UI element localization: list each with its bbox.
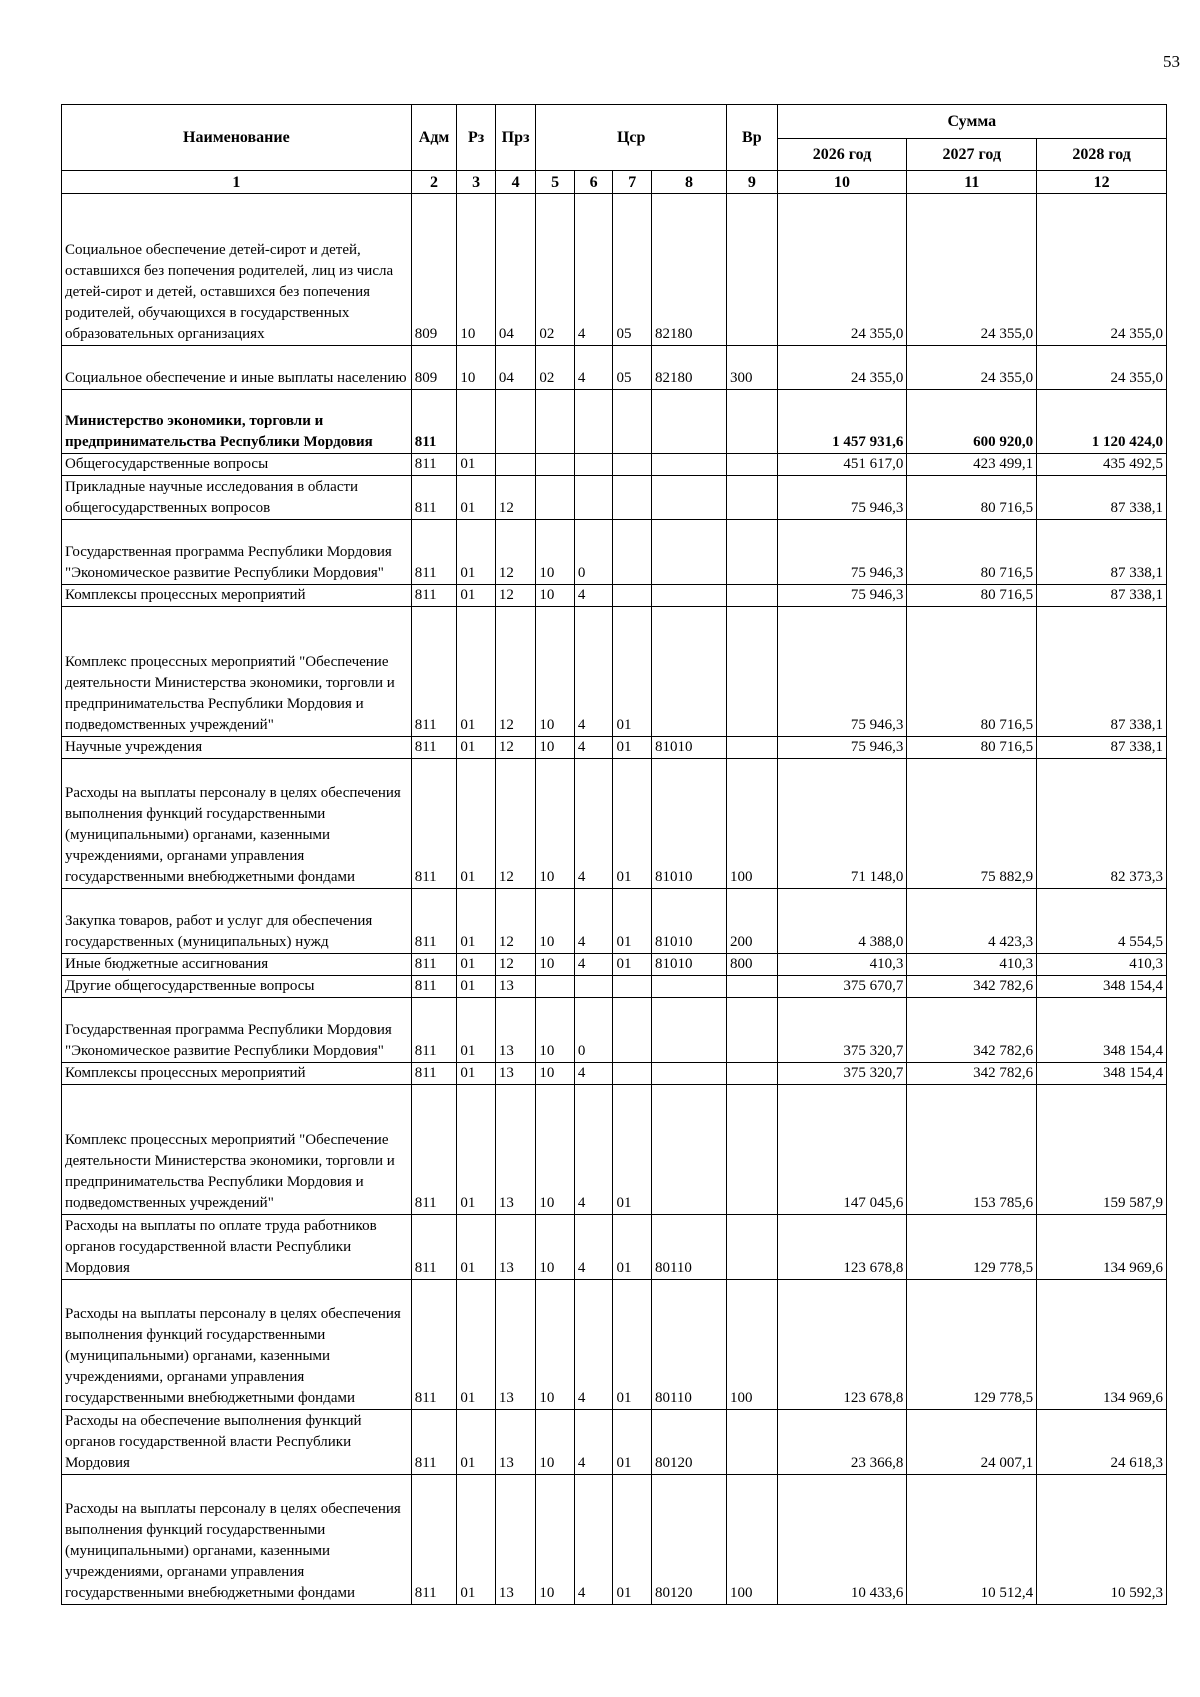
table-row xyxy=(62,607,1167,737)
row-adm: 809 xyxy=(411,346,457,390)
row-csr-5 xyxy=(536,390,575,454)
table-row xyxy=(62,759,1167,889)
row-sum-2027: 80 716,5 xyxy=(907,520,1037,585)
column-number: 9 xyxy=(726,171,777,194)
row-rz: 01 xyxy=(457,954,496,976)
header-prz: Прз xyxy=(495,105,536,171)
row-csr-8: 82180 xyxy=(651,194,726,346)
row-vr xyxy=(726,1085,777,1215)
table-row xyxy=(62,1410,1167,1475)
row-csr-8 xyxy=(651,476,726,520)
row-adm: 811 xyxy=(411,889,457,954)
row-rz: 01 xyxy=(457,998,496,1063)
row-sum-2028: 159 587,9 xyxy=(1037,1085,1167,1215)
row-vr xyxy=(726,476,777,520)
row-sum-2027: 24 007,1 xyxy=(907,1410,1037,1475)
row-csr-7: 01 xyxy=(613,1215,652,1280)
row-vr: 300 xyxy=(726,346,777,390)
row-sum-2026: 410,3 xyxy=(777,954,907,976)
row-name: Комплекс процессных мероприятий "Обеспечение деятельности Министерства экономики, торговли и предпринимательства Республики Мордовия и подведомственных учреждений" xyxy=(62,1085,412,1215)
row-vr: 100 xyxy=(726,1475,777,1605)
row-adm: 811 xyxy=(411,954,457,976)
row-sum-2026: 75 946,3 xyxy=(777,520,907,585)
row-rz: 01 xyxy=(457,976,496,998)
row-csr-5: 10 xyxy=(536,1280,575,1410)
row-csr-7 xyxy=(613,454,652,476)
row-prz: 13 xyxy=(495,976,536,998)
row-sum-2027: 342 782,6 xyxy=(907,976,1037,998)
row-prz: 12 xyxy=(495,954,536,976)
row-sum-2026: 75 946,3 xyxy=(777,607,907,737)
row-adm: 811 xyxy=(411,476,457,520)
row-sum-2028: 435 492,5 xyxy=(1037,454,1167,476)
row-prz: 13 xyxy=(495,1063,536,1085)
row-name: Общегосударственные вопросы xyxy=(62,454,412,476)
row-adm: 811 xyxy=(411,976,457,998)
row-sum-2026: 75 946,3 xyxy=(777,476,907,520)
row-csr-8 xyxy=(651,976,726,998)
row-csr-6 xyxy=(574,476,613,520)
row-csr-8: 81010 xyxy=(651,889,726,954)
row-csr-7: 01 xyxy=(613,607,652,737)
row-csr-7 xyxy=(613,476,652,520)
table-row xyxy=(62,585,1167,607)
header-year-2028: 2028 год xyxy=(1037,139,1167,171)
row-csr-8 xyxy=(651,1085,726,1215)
row-name: Закупка товаров, работ и услуг для обеспечения государственных (муниципальных) нужд xyxy=(62,889,412,954)
row-csr-6: 4 xyxy=(574,1475,613,1605)
table-row xyxy=(62,998,1167,1063)
row-csr-7: 01 xyxy=(613,737,652,759)
row-rz: 01 xyxy=(457,889,496,954)
table-row xyxy=(62,954,1167,976)
row-sum-2028: 82 373,3 xyxy=(1037,759,1167,889)
row-csr-6: 4 xyxy=(574,1063,613,1085)
row-sum-2028: 10 592,3 xyxy=(1037,1475,1167,1605)
row-rz: 01 xyxy=(457,1410,496,1475)
row-csr-6: 4 xyxy=(574,1410,613,1475)
row-vr xyxy=(726,976,777,998)
row-csr-5: 10 xyxy=(536,889,575,954)
row-csr-7 xyxy=(613,976,652,998)
row-prz xyxy=(495,454,536,476)
row-rz: 01 xyxy=(457,454,496,476)
row-sum-2027: 600 920,0 xyxy=(907,390,1037,454)
row-sum-2028: 134 969,6 xyxy=(1037,1280,1167,1410)
row-sum-2026: 123 678,8 xyxy=(777,1215,907,1280)
row-sum-2028: 348 154,4 xyxy=(1037,1063,1167,1085)
row-sum-2026: 24 355,0 xyxy=(777,194,907,346)
row-name: Расходы на выплаты по оплате труда работников органов государственной власти Республики Мордовия xyxy=(62,1215,412,1280)
row-sum-2026: 375 320,7 xyxy=(777,998,907,1063)
row-name: Комплекс процессных мероприятий "Обеспечение деятельности Министерства экономики, торговли и предпринимательства Республики Мордовия и подведомственных учреждений" xyxy=(62,607,412,737)
row-sum-2026: 375 320,7 xyxy=(777,1063,907,1085)
row-vr xyxy=(726,1063,777,1085)
column-number: 7 xyxy=(613,171,652,194)
row-vr xyxy=(726,998,777,1063)
table-row xyxy=(62,1280,1167,1410)
row-csr-7 xyxy=(613,585,652,607)
row-prz: 13 xyxy=(495,1475,536,1605)
row-vr: 100 xyxy=(726,759,777,889)
row-csr-5: 02 xyxy=(536,346,575,390)
row-sum-2028: 134 969,6 xyxy=(1037,1215,1167,1280)
table-row xyxy=(62,454,1167,476)
row-csr-5: 10 xyxy=(536,1215,575,1280)
row-rz: 01 xyxy=(457,1475,496,1605)
row-sum-2027: 423 499,1 xyxy=(907,454,1037,476)
row-adm: 811 xyxy=(411,1280,457,1410)
row-csr-5: 10 xyxy=(536,1475,575,1605)
row-csr-8: 80110 xyxy=(651,1215,726,1280)
row-adm: 809 xyxy=(411,194,457,346)
row-csr-7: 01 xyxy=(613,1410,652,1475)
row-sum-2028: 24 355,0 xyxy=(1037,346,1167,390)
row-csr-7 xyxy=(613,1063,652,1085)
row-csr-6: 4 xyxy=(574,346,613,390)
table-row xyxy=(62,346,1167,390)
row-sum-2027: 410,3 xyxy=(907,954,1037,976)
row-adm: 811 xyxy=(411,759,457,889)
row-sum-2026: 1 457 931,6 xyxy=(777,390,907,454)
row-sum-2027: 4 423,3 xyxy=(907,889,1037,954)
row-rz: 01 xyxy=(457,607,496,737)
row-vr xyxy=(726,607,777,737)
header-vr: Вр xyxy=(726,105,777,171)
table-row xyxy=(62,1063,1167,1085)
row-prz: 12 xyxy=(495,607,536,737)
row-sum-2027: 153 785,6 xyxy=(907,1085,1037,1215)
row-adm: 811 xyxy=(411,1475,457,1605)
row-prz: 13 xyxy=(495,1280,536,1410)
row-vr xyxy=(726,1215,777,1280)
row-sum-2026: 10 433,6 xyxy=(777,1475,907,1605)
row-prz: 13 xyxy=(495,1410,536,1475)
row-prz: 12 xyxy=(495,889,536,954)
row-csr-8 xyxy=(651,520,726,585)
row-sum-2027: 80 716,5 xyxy=(907,585,1037,607)
row-csr-7: 01 xyxy=(613,1085,652,1215)
row-name: Государственная программа Республики Мордовия "Экономическое развитие Республики Мордовия" xyxy=(62,520,412,585)
row-sum-2026: 75 946,3 xyxy=(777,737,907,759)
row-csr-6: 4 xyxy=(574,1280,613,1410)
row-adm: 811 xyxy=(411,1085,457,1215)
table-body xyxy=(62,194,1167,1605)
table-row xyxy=(62,737,1167,759)
row-adm: 811 xyxy=(411,1410,457,1475)
row-sum-2028: 87 338,1 xyxy=(1037,585,1167,607)
row-csr-7: 01 xyxy=(613,759,652,889)
row-sum-2026: 123 678,8 xyxy=(777,1280,907,1410)
row-prz: 13 xyxy=(495,1215,536,1280)
row-prz: 12 xyxy=(495,759,536,889)
row-sum-2027: 129 778,5 xyxy=(907,1215,1037,1280)
row-vr xyxy=(726,520,777,585)
row-prz: 04 xyxy=(495,346,536,390)
row-csr-8: 80120 xyxy=(651,1475,726,1605)
row-sum-2026: 75 946,3 xyxy=(777,585,907,607)
row-csr-6: 4 xyxy=(574,954,613,976)
row-csr-6: 4 xyxy=(574,759,613,889)
row-sum-2027: 342 782,6 xyxy=(907,1063,1037,1085)
row-rz: 01 xyxy=(457,585,496,607)
column-number: 2 xyxy=(411,171,457,194)
row-name: Министерство экономики, торговли и предпринимательства Республики Мордовия xyxy=(62,390,412,454)
row-sum-2028: 4 554,5 xyxy=(1037,889,1167,954)
row-vr: 100 xyxy=(726,1280,777,1410)
row-rz: 01 xyxy=(457,476,496,520)
row-rz: 10 xyxy=(457,194,496,346)
row-adm: 811 xyxy=(411,1215,457,1280)
row-csr-7: 05 xyxy=(613,346,652,390)
row-csr-8: 82180 xyxy=(651,346,726,390)
row-csr-6 xyxy=(574,390,613,454)
row-csr-8: 81010 xyxy=(651,759,726,889)
row-name: Расходы на выплаты персоналу в целях обеспечения выполнения функций государственными (муниципальными) органами, казенными учреждениями, органами управления государственными внебюджетными фондами xyxy=(62,1280,412,1410)
row-csr-8 xyxy=(651,390,726,454)
row-csr-6: 4 xyxy=(574,1085,613,1215)
row-csr-5: 02 xyxy=(536,194,575,346)
row-csr-8 xyxy=(651,1063,726,1085)
row-csr-7 xyxy=(613,998,652,1063)
row-csr-7 xyxy=(613,520,652,585)
row-csr-7: 01 xyxy=(613,1475,652,1605)
row-name: Комплексы процессных мероприятий xyxy=(62,585,412,607)
row-csr-8: 81010 xyxy=(651,954,726,976)
row-rz: 01 xyxy=(457,1063,496,1085)
row-csr-6 xyxy=(574,976,613,998)
row-sum-2027: 80 716,5 xyxy=(907,737,1037,759)
column-number: 1 xyxy=(62,171,412,194)
row-sum-2028: 87 338,1 xyxy=(1037,607,1167,737)
row-csr-8 xyxy=(651,607,726,737)
row-sum-2026: 4 388,0 xyxy=(777,889,907,954)
row-sum-2028: 348 154,4 xyxy=(1037,998,1167,1063)
row-adm: 811 xyxy=(411,390,457,454)
header-rz: Рз xyxy=(457,105,496,171)
row-adm: 811 xyxy=(411,1063,457,1085)
column-number: 6 xyxy=(574,171,613,194)
row-csr-5 xyxy=(536,476,575,520)
row-csr-5: 10 xyxy=(536,520,575,585)
row-csr-8 xyxy=(651,454,726,476)
row-csr-6: 0 xyxy=(574,520,613,585)
row-csr-8 xyxy=(651,998,726,1063)
table-row xyxy=(62,390,1167,454)
row-csr-5 xyxy=(536,976,575,998)
page-number: 53 xyxy=(1163,52,1180,71)
row-sum-2028: 87 338,1 xyxy=(1037,520,1167,585)
row-csr-8: 80110 xyxy=(651,1280,726,1410)
row-sum-2027: 129 778,5 xyxy=(907,1280,1037,1410)
row-vr: 800 xyxy=(726,954,777,976)
row-sum-2026: 147 045,6 xyxy=(777,1085,907,1215)
table-row xyxy=(62,520,1167,585)
budget-table xyxy=(61,104,1167,1605)
row-rz: 01 xyxy=(457,520,496,585)
row-sum-2027: 80 716,5 xyxy=(907,476,1037,520)
row-prz: 12 xyxy=(495,585,536,607)
row-sum-2027: 80 716,5 xyxy=(907,607,1037,737)
row-sum-2028: 24 355,0 xyxy=(1037,194,1167,346)
table-row xyxy=(62,476,1167,520)
table-row xyxy=(62,976,1167,998)
row-name: Другие общегосударственные вопросы xyxy=(62,976,412,998)
row-csr-7 xyxy=(613,390,652,454)
row-csr-5: 10 xyxy=(536,954,575,976)
row-csr-5: 10 xyxy=(536,607,575,737)
column-number: 4 xyxy=(495,171,536,194)
row-prz: 12 xyxy=(495,520,536,585)
row-csr-6: 4 xyxy=(574,737,613,759)
row-adm: 811 xyxy=(411,998,457,1063)
table-row xyxy=(62,1475,1167,1605)
row-sum-2028: 1 120 424,0 xyxy=(1037,390,1167,454)
row-csr-8 xyxy=(651,585,726,607)
row-prz: 12 xyxy=(495,476,536,520)
row-prz: 12 xyxy=(495,737,536,759)
row-prz: 13 xyxy=(495,1085,536,1215)
row-csr-5: 10 xyxy=(536,1085,575,1215)
row-csr-8: 81010 xyxy=(651,737,726,759)
table-row xyxy=(62,1215,1167,1280)
row-name: Иные бюджетные ассигнования xyxy=(62,954,412,976)
row-sum-2026: 375 670,7 xyxy=(777,976,907,998)
column-number: 11 xyxy=(907,171,1037,194)
row-name: Комплексы процессных мероприятий xyxy=(62,1063,412,1085)
row-csr-5: 10 xyxy=(536,759,575,889)
row-name: Государственная программа Республики Мордовия "Экономическое развитие Республики Мордовия" xyxy=(62,998,412,1063)
row-csr-7: 01 xyxy=(613,889,652,954)
row-name: Прикладные научные исследования в области общегосударственных вопросов xyxy=(62,476,412,520)
column-number: 8 xyxy=(651,171,726,194)
row-sum-2026: 23 366,8 xyxy=(777,1410,907,1475)
row-rz: 01 xyxy=(457,737,496,759)
row-vr xyxy=(726,737,777,759)
row-csr-6: 4 xyxy=(574,1215,613,1280)
row-sum-2027: 10 512,4 xyxy=(907,1475,1037,1605)
row-csr-6 xyxy=(574,454,613,476)
row-prz: 04 xyxy=(495,194,536,346)
header-name: Наименование xyxy=(62,105,412,171)
row-sum-2028: 87 338,1 xyxy=(1037,737,1167,759)
row-sum-2028: 410,3 xyxy=(1037,954,1167,976)
row-vr: 200 xyxy=(726,889,777,954)
row-name: Расходы на выплаты персоналу в целях обеспечения выполнения функций государственными (муниципальными) органами, казенными учреждениями, органами управления государственными внебюджетными фондами xyxy=(62,759,412,889)
row-csr-5: 10 xyxy=(536,585,575,607)
row-csr-6: 4 xyxy=(574,607,613,737)
row-csr-5 xyxy=(536,454,575,476)
header-year-2026: 2026 год xyxy=(777,139,907,171)
header-csr: Цср xyxy=(536,105,727,171)
row-sum-2026: 24 355,0 xyxy=(777,346,907,390)
row-name: Расходы на выплаты персоналу в целях обеспечения выполнения функций государственными (муниципальными) органами, казенными учреждениями, органами управления государственными внебюджетными фондами xyxy=(62,1475,412,1605)
row-name: Научные учреждения xyxy=(62,737,412,759)
row-adm: 811 xyxy=(411,607,457,737)
row-csr-5: 10 xyxy=(536,998,575,1063)
row-vr xyxy=(726,454,777,476)
table-row xyxy=(62,889,1167,954)
row-csr-8: 80120 xyxy=(651,1410,726,1475)
row-csr-7: 01 xyxy=(613,1280,652,1410)
row-rz: 01 xyxy=(457,1085,496,1215)
table-row xyxy=(62,194,1167,346)
row-name: Социальное обеспечение и иные выплаты населению xyxy=(62,346,412,390)
row-rz: 01 xyxy=(457,1215,496,1280)
header-sum: Сумма xyxy=(777,105,1166,139)
row-adm: 811 xyxy=(411,520,457,585)
column-number: 12 xyxy=(1037,171,1167,194)
row-adm: 811 xyxy=(411,737,457,759)
row-sum-2027: 24 355,0 xyxy=(907,346,1037,390)
row-vr xyxy=(726,1410,777,1475)
row-sum-2028: 24 618,3 xyxy=(1037,1410,1167,1475)
row-sum-2027: 24 355,0 xyxy=(907,194,1037,346)
row-sum-2028: 87 338,1 xyxy=(1037,476,1167,520)
row-name: Социальное обеспечение детей-сирот и детей, оставшихся без попечения родителей, лиц из числа детей-сирот и детей, оставшихся без попечения родителей, обучающихся в государственных образовательных организациях xyxy=(62,194,412,346)
row-rz xyxy=(457,390,496,454)
column-number: 5 xyxy=(536,171,575,194)
row-sum-2027: 342 782,6 xyxy=(907,998,1037,1063)
row-csr-7: 05 xyxy=(613,194,652,346)
table-row xyxy=(62,1085,1167,1215)
row-adm: 811 xyxy=(411,585,457,607)
column-number: 3 xyxy=(457,171,496,194)
row-sum-2028: 348 154,4 xyxy=(1037,976,1167,998)
row-sum-2027: 75 882,9 xyxy=(907,759,1037,889)
row-vr xyxy=(726,194,777,346)
row-csr-6: 4 xyxy=(574,889,613,954)
row-csr-6: 4 xyxy=(574,585,613,607)
row-name: Расходы на обеспечение выполнения функций органов государственной власти Республики Мордовия xyxy=(62,1410,412,1475)
column-number-row xyxy=(62,171,1167,194)
row-csr-5: 10 xyxy=(536,1410,575,1475)
row-vr xyxy=(726,585,777,607)
row-prz: 13 xyxy=(495,998,536,1063)
row-csr-7: 01 xyxy=(613,954,652,976)
column-number: 10 xyxy=(777,171,907,194)
row-sum-2026: 451 617,0 xyxy=(777,454,907,476)
header-adm: Адм xyxy=(411,105,457,171)
row-rz: 10 xyxy=(457,346,496,390)
row-rz: 01 xyxy=(457,759,496,889)
row-csr-5: 10 xyxy=(536,1063,575,1085)
row-csr-5: 10 xyxy=(536,737,575,759)
row-sum-2026: 71 148,0 xyxy=(777,759,907,889)
row-csr-6: 4 xyxy=(574,194,613,346)
header-year-2027: 2027 год xyxy=(907,139,1037,171)
row-rz: 01 xyxy=(457,1280,496,1410)
row-prz xyxy=(495,390,536,454)
row-vr xyxy=(726,390,777,454)
row-csr-6: 0 xyxy=(574,998,613,1063)
row-adm: 811 xyxy=(411,454,457,476)
